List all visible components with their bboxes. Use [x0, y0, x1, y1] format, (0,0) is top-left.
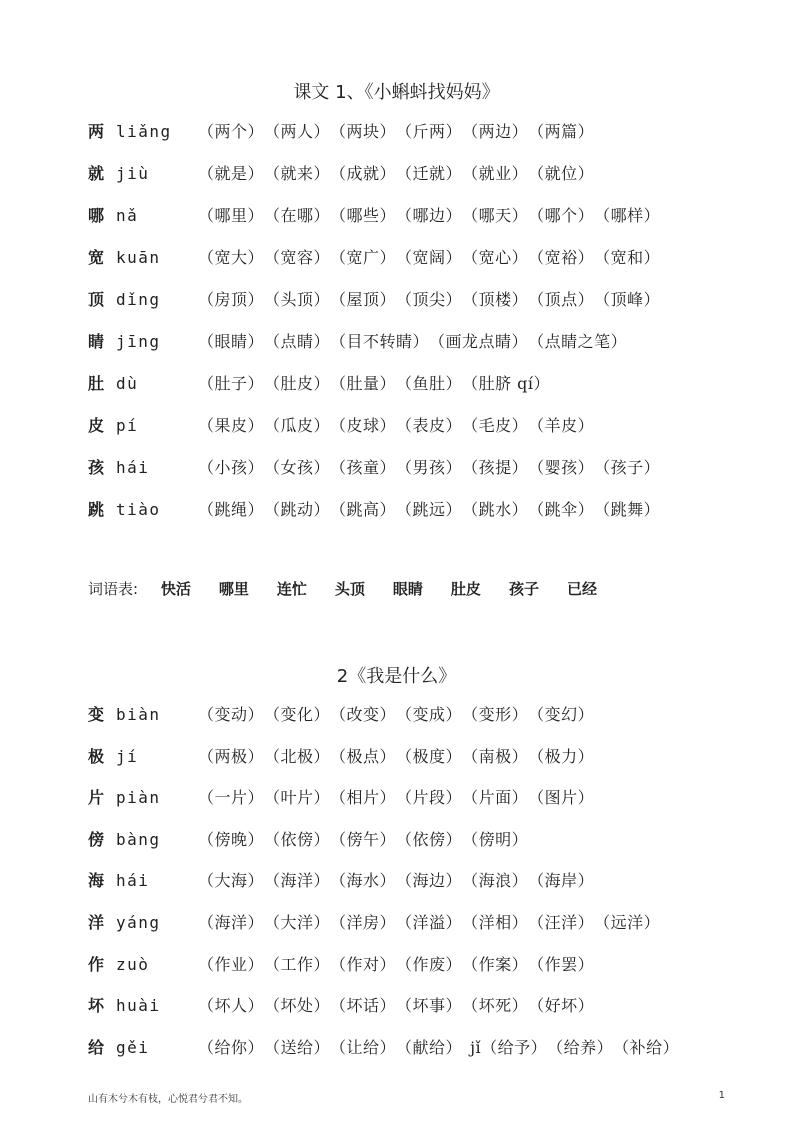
- word-row: [88, 203, 668, 229]
- word-item: （作罢）: [536, 954, 595, 974]
- word-item: （顶尖）: [404, 290, 463, 309]
- word-item: （宽广）: [338, 248, 397, 267]
- word-item: （斤两）: [404, 122, 463, 141]
- character: 皮: [88, 416, 105, 435]
- character: 跳: [88, 500, 105, 519]
- vocab-word: 已经: [566, 580, 597, 598]
- pinyin: jiù: [116, 164, 150, 183]
- page-number: 1: [718, 1090, 725, 1101]
- word-item: （变动）: [198, 705, 265, 724]
- character: 傍: [88, 829, 105, 849]
- word-item: （南极）: [470, 746, 529, 766]
- word-item: （哪里）: [198, 206, 265, 225]
- word-item: （毛皮）: [470, 416, 529, 435]
- word-item: （给养）: [555, 1037, 614, 1057]
- word-item: （坏话）: [338, 996, 397, 1016]
- word-item: （成就）: [338, 164, 397, 183]
- word-row: [88, 161, 602, 187]
- word-row: [88, 993, 602, 1019]
- word-row: [88, 413, 602, 439]
- word-item: （迁就）: [404, 164, 463, 183]
- word-item: （宽和）: [602, 248, 661, 267]
- word-item: （变化）: [272, 705, 331, 724]
- word-row: [88, 119, 602, 145]
- word-item: （在哪）: [272, 206, 331, 225]
- word-item: （极度）: [404, 746, 463, 766]
- word-item: （洋房）: [338, 913, 397, 932]
- word-item: （宽阔）: [404, 248, 463, 267]
- word-item: （顶楼）: [470, 290, 529, 309]
- word-item: （顶峰）: [602, 290, 661, 309]
- word-row: [88, 952, 602, 978]
- character: 顶: [88, 290, 105, 309]
- word-item: （屋顶）: [338, 290, 397, 309]
- pinyin: huài: [116, 996, 161, 1016]
- word-item: （两人）: [272, 122, 331, 141]
- word-row: [88, 827, 536, 853]
- word-item: （变形）: [470, 705, 529, 724]
- word-item: （远洋）: [602, 913, 661, 932]
- word-item: （表皮）: [404, 416, 463, 435]
- word-item: （变成）: [404, 705, 463, 724]
- word-item: （傍明）: [470, 829, 529, 849]
- word-item: （就来）: [272, 164, 331, 183]
- word-row: [88, 910, 668, 936]
- word-item: （两极）: [198, 746, 265, 766]
- word-item: （献给）: [404, 1037, 463, 1057]
- word-item: （就位）: [536, 164, 595, 183]
- pinyin: pí: [116, 416, 139, 435]
- word-item: （补给）: [621, 1037, 680, 1057]
- word-row: [88, 245, 668, 271]
- word-item: （目不转睛）: [338, 332, 430, 351]
- character: 洋: [88, 913, 105, 932]
- word-item: （依傍）: [404, 829, 463, 849]
- word-item: （傍晚）: [198, 829, 265, 849]
- word-item: （两篇）: [536, 122, 595, 141]
- word-item: （两块）: [338, 122, 397, 141]
- word-item: （洋相）: [470, 913, 529, 932]
- word-item: （跳高）: [338, 500, 397, 519]
- word-item: （孩提）: [470, 458, 529, 477]
- word-item: （坏死）: [470, 996, 529, 1016]
- word-item: （跳伞）: [536, 500, 595, 519]
- word-item: （女孩）: [272, 458, 331, 477]
- word-item: （两个）: [198, 122, 265, 141]
- word-item: （果皮）: [198, 416, 265, 435]
- word-item: （小孩）: [198, 458, 265, 477]
- word-item: （点睛之笔）: [536, 332, 628, 351]
- word-item: （改变）: [338, 705, 397, 724]
- word-item: （跳舞）: [602, 500, 661, 519]
- character: 片: [88, 788, 105, 808]
- word-item: （坏事）: [404, 996, 463, 1016]
- pinyin: yáng: [116, 913, 161, 932]
- word-row: [88, 371, 558, 397]
- word-item: （叶片）: [272, 788, 331, 808]
- word-row: [88, 329, 635, 355]
- word-row: [88, 497, 668, 523]
- word-item: （给你）: [198, 1037, 265, 1057]
- vocab-word: 哪里: [218, 580, 249, 598]
- word-item: （就业）: [470, 164, 529, 183]
- word-item: （肚皮）: [272, 374, 331, 393]
- pinyin: hái: [116, 458, 150, 477]
- word-item: （肚量）: [338, 374, 397, 393]
- word-item: （片面）: [470, 788, 529, 808]
- word-item: （皮球）: [338, 416, 397, 435]
- lesson2-title: 2《我是什么》: [336, 666, 457, 687]
- word-item: jǐ（给予）: [470, 1037, 548, 1057]
- word-item: （海洋）: [272, 871, 331, 891]
- word-item: （片段）: [404, 788, 463, 808]
- character: 就: [88, 164, 105, 183]
- character: 孩: [88, 458, 105, 477]
- character: 海: [88, 871, 105, 891]
- word-item: （作业）: [198, 954, 265, 974]
- character: 极: [88, 746, 105, 766]
- word-item: （哪样）: [602, 206, 661, 225]
- word-item: （房顶）: [198, 290, 265, 309]
- word-item: （宽大）: [198, 248, 265, 267]
- character: 宽: [88, 248, 105, 267]
- word-item: （跳绳）: [198, 500, 265, 519]
- character: 哪: [88, 206, 105, 225]
- vocab-word: 头顶: [334, 580, 365, 598]
- word-item: （跳远）: [404, 500, 463, 519]
- pinyin: zuò: [116, 954, 150, 974]
- word-item: （瓜皮）: [272, 416, 331, 435]
- pinyin: tiào: [116, 500, 161, 519]
- word-item: （哪边）: [404, 206, 463, 225]
- word-item: （鱼肚）: [404, 374, 463, 393]
- word-item: （作废）: [404, 954, 463, 974]
- word-item: （眼睛）: [198, 332, 265, 351]
- word-item: （肚子）: [198, 374, 265, 393]
- character: 变: [88, 705, 105, 724]
- word-item: （大海）: [198, 871, 265, 891]
- character: 作: [88, 954, 105, 974]
- pinyin: piàn: [116, 788, 161, 808]
- word-item: （跳动）: [272, 500, 331, 519]
- character: 睛: [88, 332, 105, 351]
- word-item: （哪天）: [470, 206, 529, 225]
- pinyin: liǎng: [116, 122, 172, 141]
- word-item: （变幻）: [536, 705, 595, 724]
- vocab-word: 连忙: [276, 580, 307, 598]
- word-item: （傍午）: [338, 829, 397, 849]
- word-item: （海浪）: [470, 871, 529, 891]
- word-item: （工作）: [272, 954, 331, 974]
- word-row: [88, 744, 602, 770]
- word-item: （坏处）: [272, 996, 331, 1016]
- word-item: （送给）: [272, 1037, 331, 1057]
- character: 两: [88, 122, 105, 141]
- word-item: （顶点）: [536, 290, 595, 309]
- word-item: （两边）: [470, 122, 529, 141]
- word-item: （孩童）: [338, 458, 397, 477]
- word-item: （海洋）: [198, 913, 265, 932]
- word-item: （洋溢）: [404, 913, 463, 932]
- character: 肚: [88, 374, 105, 393]
- word-item: （婴孩）: [536, 458, 595, 477]
- word-item: （作对）: [338, 954, 397, 974]
- character: 给: [88, 1037, 105, 1057]
- word-item: （极点）: [338, 746, 397, 766]
- word-item: （海水）: [338, 871, 397, 891]
- word-row: [88, 702, 602, 728]
- word-item: （头顶）: [272, 290, 331, 309]
- word-item: （让给）: [338, 1037, 397, 1057]
- word-item: （男孩）: [404, 458, 463, 477]
- word-item: （肚脐 qí）: [470, 374, 551, 393]
- word-item: （就是）: [198, 164, 265, 183]
- word-item: （图片）: [536, 788, 595, 808]
- word-item: （哪个）: [536, 206, 595, 225]
- word-item: （宽心）: [470, 248, 529, 267]
- word-row: [88, 455, 668, 481]
- vocab-label: 词语表:: [88, 580, 139, 598]
- pinyin: biàn: [116, 705, 161, 724]
- word-item: （海边）: [404, 871, 463, 891]
- footer-text: 山有木兮木有枝，心悦君兮君不知。: [88, 1094, 248, 1105]
- word-item: （宽裕）: [536, 248, 595, 267]
- vocab-list: [88, 578, 625, 599]
- word-item: （孩子）: [602, 458, 661, 477]
- vocab-word: 眼睛: [392, 580, 423, 598]
- pinyin: nǎ: [116, 206, 139, 225]
- word-item: （点睛）: [272, 332, 331, 351]
- word-item: （哪些）: [338, 206, 397, 225]
- word-item: （好坏）: [536, 996, 595, 1016]
- word-item: （跳水）: [470, 500, 529, 519]
- vocab-word: 快活: [160, 580, 191, 598]
- word-item: （羊皮）: [536, 416, 595, 435]
- pinyin: jīng: [116, 332, 161, 351]
- word-item: （极力）: [536, 746, 595, 766]
- pinyin: jí: [116, 746, 139, 766]
- word-item: （画龙点睛）: [437, 332, 529, 351]
- word-row: [88, 785, 602, 811]
- word-item: （大洋）: [272, 913, 331, 932]
- word-item: （作案）: [470, 954, 529, 974]
- vocab-word: 孩子: [508, 580, 539, 598]
- word-item: （汪洋）: [536, 913, 595, 932]
- word-row: [88, 868, 602, 894]
- pinyin: hái: [116, 871, 150, 891]
- word-row: [88, 287, 668, 313]
- pinyin: dǐng: [116, 290, 161, 309]
- pinyin: kuān: [116, 248, 161, 267]
- vocab-word: 肚皮: [450, 580, 481, 598]
- pinyin: dù: [116, 374, 139, 393]
- word-item: （海岸）: [536, 871, 595, 891]
- word-item: （坏人）: [198, 996, 265, 1016]
- word-item: （宽容）: [272, 248, 331, 267]
- pinyin: bàng: [116, 829, 161, 849]
- word-item: （北极）: [272, 746, 331, 766]
- word-item: （一片）: [198, 788, 265, 808]
- pinyin: gěi: [116, 1037, 150, 1057]
- lesson1-title: 课文 1、《小蝌蚪找妈妈》: [293, 82, 500, 103]
- word-item: （相片）: [338, 788, 397, 808]
- word-row: [88, 1035, 687, 1061]
- word-item: （依傍）: [272, 829, 331, 849]
- character: 坏: [88, 996, 105, 1016]
